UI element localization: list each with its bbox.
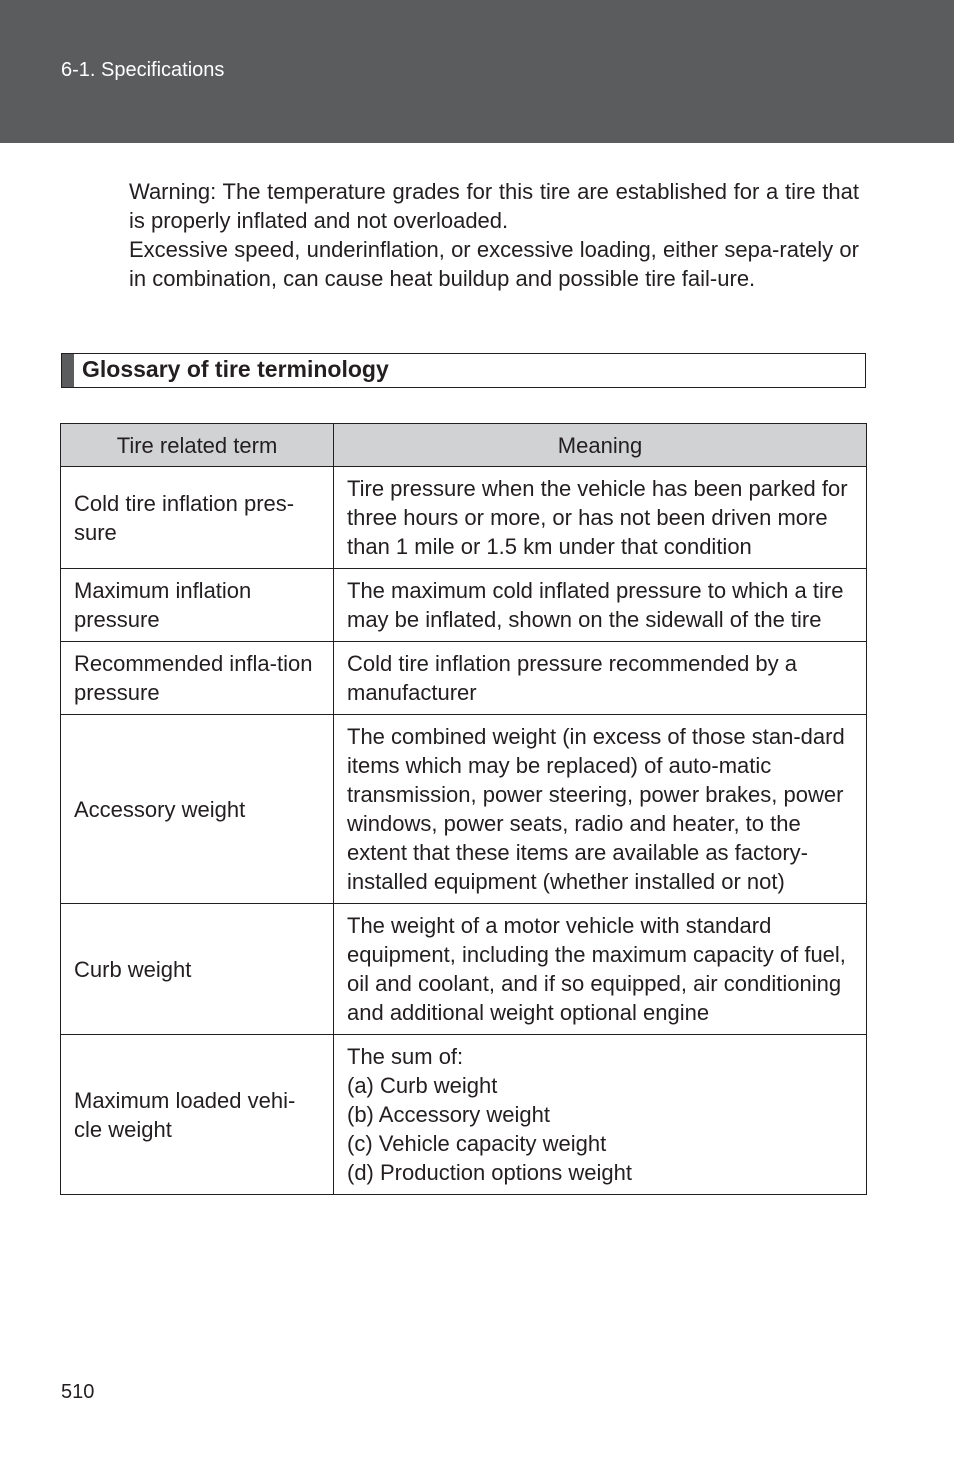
table-row: [61, 569, 867, 642]
term-cell: Maximum inflation pressure: [61, 569, 334, 642]
meaning-line: (d) Production options weight: [347, 1160, 632, 1185]
meaning-cell: [334, 715, 867, 904]
column-header-term: Tire related term: [61, 424, 334, 467]
term-cell: Recommended infla-tion pressure: [61, 642, 334, 715]
warning-paragraph-1: Warning: The temperature grades for this tire are established for a tire that is properly inflated and not overloaded.: [129, 179, 859, 233]
warning-paragraph-2: Excessive speed, underinflation, or excessive loading, either sepa-rately or in combination, can cause heat buildup and possible tire fail-ure.: [129, 237, 859, 291]
meaning-line: Cold tire inflation pressure recommended by a manufacturer: [347, 651, 798, 705]
meaning-line: Tire pressure when the vehicle has been parked for three hours or more, or has not been driven more than 1 mile or 1.5 km under that condition: [347, 476, 848, 559]
page-number: 510: [61, 1381, 95, 1403]
meaning-cell: [334, 569, 867, 642]
table-row: [61, 715, 867, 904]
table-row: [61, 467, 867, 569]
heading-marker-bar: [62, 354, 74, 387]
table-row: [61, 642, 867, 715]
table-row: [61, 1035, 867, 1195]
term-cell: Cold tire inflation pres-sure: [61, 467, 334, 569]
meaning-line: (c) Vehicle capacity weight: [347, 1131, 607, 1156]
glossary-title: Glossary of tire terminology: [82, 356, 389, 382]
meaning-line: The combined weight (in excess of those stan-dard items which may be replaced) of auto-matic transmission, power steering, power brakes, power windows, power seats, radio and heater, to the extent that these items are available as factory-installed equipment (whether installed or not): [347, 724, 845, 894]
meaning-cell: [334, 467, 867, 569]
meaning-line: The weight of a motor vehicle with standard equipment, including the maximum capacity of fuel, oil and coolant, and if so equipped, air conditioning and additional weight optional engine: [347, 913, 846, 1025]
term-cell: Maximum loaded vehi-cle weight: [61, 1035, 334, 1195]
glossary-table: [60, 423, 867, 1195]
table-row: [61, 904, 867, 1035]
meaning-line: (a) Curb weight: [347, 1073, 498, 1098]
term-cell: Curb weight: [61, 904, 334, 1035]
column-header-meaning: Meaning: [334, 424, 867, 467]
meaning-cell: [334, 1035, 867, 1195]
table-header-row: [61, 424, 867, 467]
term-cell: Accessory weight: [61, 715, 334, 904]
glossary-heading: [61, 353, 866, 388]
meaning-cell: [334, 642, 867, 715]
warning-text: [129, 177, 859, 293]
meaning-line: (b) Accessory weight: [347, 1102, 550, 1127]
meaning-line: The sum of:: [347, 1044, 464, 1069]
glossary-table-body: [61, 467, 867, 1195]
header-band: [0, 0, 954, 143]
meaning-line: The maximum cold inflated pressure to which a tire may be inflated, shown on the sidewall of the tire: [347, 578, 844, 632]
section-label: 6-1. Specifications: [61, 59, 225, 81]
meaning-cell: [334, 904, 867, 1035]
